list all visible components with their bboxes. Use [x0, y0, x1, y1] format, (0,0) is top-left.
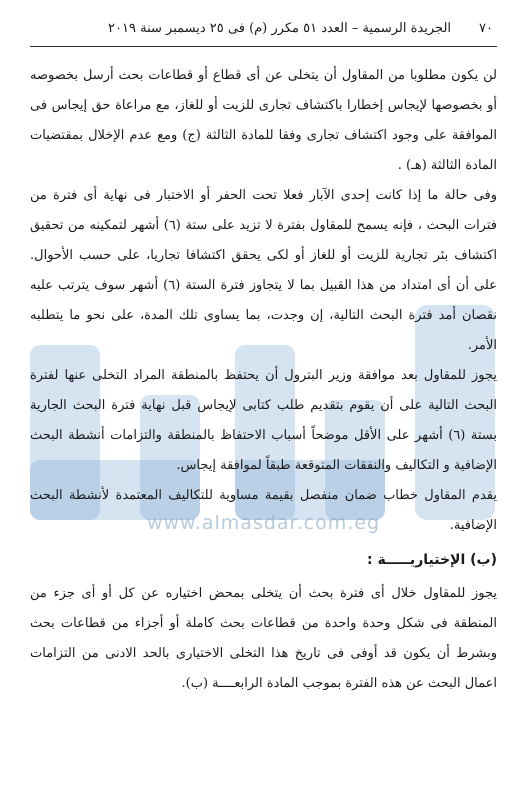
running-title: الجريدة الرسمية – العدد ٥١ مكرر (م) فى ٢٥ ديسمبر سنة ٢٠١٩ [108, 21, 452, 36]
page-number: ٧٠ [479, 21, 493, 36]
paragraph-1: لن يكون مطلوبا من المقاول أن يتخلى عن أى قطاع أو قطاعات بحث أرسل بخصوصه أو بخصوصها لإيجاس إخطارا باكتشاف تجارى للزيت أو للغاز، مع مراعاة حق إيجاس فى الموافقة على وجود اكتشاف تجارى وفقا للمادة الثالثة (ج) ومع عدم الإخلال بمقتضيات المادة الثالثة (هـ) . [30, 68, 497, 173]
header-rule [30, 46, 497, 47]
document-page [30, 20, 497, 699]
paragraph-final: يجوز للمقاول خلال أى فترة بحث أن يتخلى بمحض اختياره عن كل أو أى جزء من المنطقة فى شكل وحدة واحدة من قطاعات بحث كاملة أو أجزاء من قطاعات بحث وبشرط أن يكون قد أوفى فى تاريخ هذا التخلى الاختيارى بالحد الادنى من التزامات اعمال البحث عن هذه الفترة بموجب المادة الرابعــــة (ب). [30, 586, 497, 691]
watermark-url: www.almasdar.com.eg [146, 512, 381, 534]
paragraph-2: وفى حالة ما إذا كانت إحدى الآبار فعلا تحت الحفر أو الاختبار فى نهاية أى فترة من فترات البحث ، فإنه يسمح للمقاول بفترة لا تزيد على ستة (٦) أشهر لتمكينه من تحقيق اكتشاف بئر تجارية للزيت أو للغاز أو لكى يحقق اكتشافا تجاريا، على حسب الأحوال. على أن أى امتداد من هذا القبيل بما لا يتجاوز فترة الستة (٦) أشهر سوف يترتب عليه نقصان أمد فترة البحث التالية، إن وجدت، بما يساوى تلك المدة، على نحو ما يتطلبه الأمر. [30, 188, 497, 353]
page-header [30, 20, 497, 38]
paragraph-3: يجوز للمقاول بعد موافقة وزير البترول أن يحتفظ بالمنطقة المراد التخلى عنها لفترة البحث التالية على أن يقوم بتقديم طلب كتابى لإيجاس قبل نهاية فترة البحث الجارية بستة (٦) أشهر على الأقل موضحاً أسباب الاحتفاظ بالمنطقة والتزامات أنشطة البحث الإضافية و التكاليف والنفقات المتوقعة طبقاً لموافقة إيجاس. [30, 368, 498, 473]
paragraph-4: يقدم المقاول خطاب ضمان منفصل بقيمة مساوية للتكاليف المعتمدة لأنشطة البحث الإضافية. [30, 488, 497, 533]
section-heading: (ب) الإختياريـــــة : [367, 552, 497, 568]
